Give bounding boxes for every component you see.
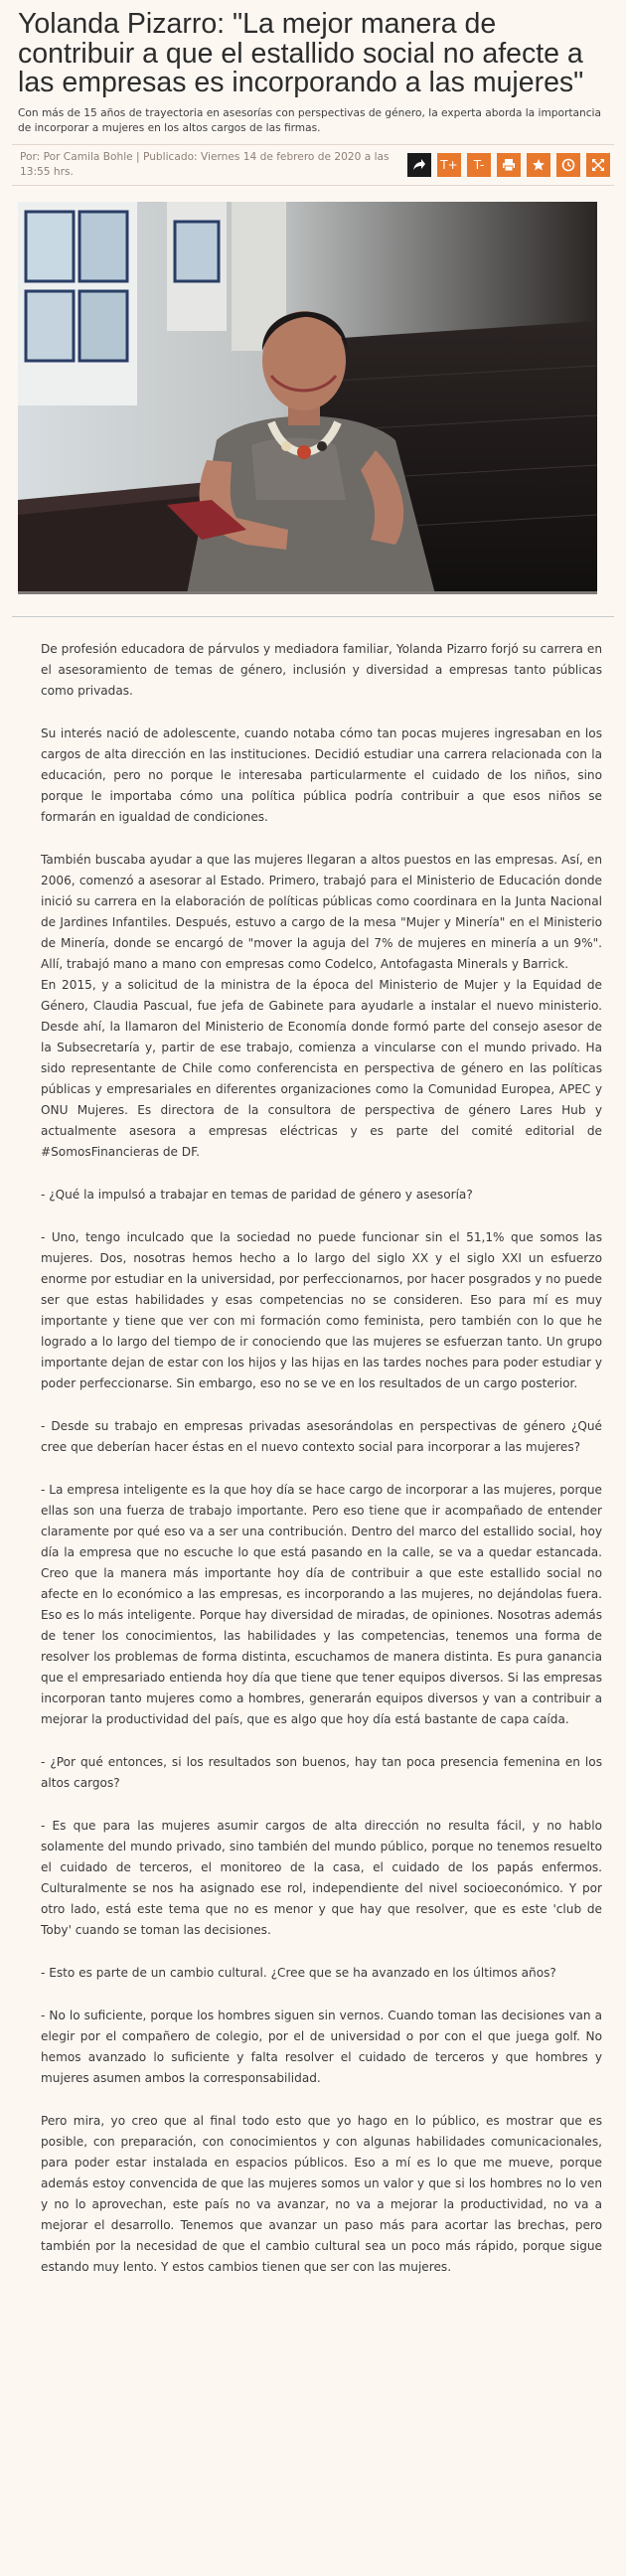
answer: - No lo suficiente, porque los hombres siguen sin vernos. Cuando toman las decisiones van a elegir por el compañero de colegio, por el de universidad o por con el que juega golf. No hemos avanzado lo suficiente y falta resolver el cuidado de terceros y que hombres y mujeres asumen ambos la corresponsabilidad. [41,2008,602,2085]
answer: - La empresa inteligente es la que hoy día se hace cargo de incorporar a las mujeres, porque ellas son una fuerza de trabajo importante. Pero eso tiene que ir acompañado de entender claramente por qué eso va a ser una contribución. Dentro del marco del estallido social, hoy día la empresa que no escuche lo que está pasando en la calle, se va a quedar estancada. Creo que la manera más importante hoy día de contribuir a que este estallido social no afecte en lo económico a las empresas, es incorporando a las mujeres, no dejándolas fuera. Eso es lo más inteligente. Porque hay diversidad de miradas, de opiniones. Nosotras además de tener los conocimientos, las habilidades y las competencias, tenemos una forma de resolver los problemas de forma distinta, escuchamos de manera distinta. Es pura ganancia que el empresariado entienda hoy día que tiene que tener equipos diversos. Si las empresas incorporan tanto mujeres como a hombres, generarán equipos diversos y van a contribuir a mejorar la productividad del país, que es algo que hoy día está bastante de capa caída. [41,1482,602,1726]
share-icon[interactable] [407,153,431,177]
star-icon[interactable] [527,153,550,177]
print-icon[interactable] [497,153,521,177]
article-body [41,617,602,2278]
paragraph: Su interés nació de adolescente, cuando notaba cómo tan pocas mujeres ingresaban en los cargos de alta dirección en las instituciones. Decidió estudiar una carrera relacionada con la educación, pero no porque le interesaba particularmente el cuidado de los niños, sino porque le importaba cómo una política pública podría contribuir a que esos niños se formarán en igualdad de condiciones. [41,725,602,824]
byline: Por: Por Camila Bohle | Publicado: Viernes 14 de febrero de 2020 a las 13:55 hrs. [20,150,390,178]
article-lead: Con más de 15 años de trayectoria en asesorías con perspectivas de género, la experta aborda la importancia de incorporar a mujeres en los altos cargos de las firmas. [18,106,601,134]
font-increase-button[interactable]: T+ [437,153,461,177]
article-title: Yolanda Pizarro: "La mejor manera de contribuir a que el estallido social no afecte a las empresas es incorporando a las mujeres" [18,8,584,98]
byline-bar [12,144,614,186]
article-toolbar [407,153,614,177]
question: - Desde su trabajo en empresas privadas asesorándolas en perspectivas de género ¿Qué cree que deberían hacer éstas en el nuevo contexto social para incorporar a las mujeres? [41,1418,602,1454]
paragraph: También buscaba ayudar a que las mujeres llegaran a altos puestos en las empresas. Así, en 2006, comenzó a asesorar al Estado. Primero, trabajó para el Ministerio de Educación donde inició su carrera en la elaboración de políticas públicas como coordinara en la Junta Nacional de Jardines Infantiles. Después, estuvo a cargo de la mesa "Mujer y Minería" en el Ministerio de Minería, donde se encargó de "mover la aguja del 7% de mujeres en minería a un 9%". Allí, trabajó mano a mano con empresas como Codelco, Antofagasta Minerals y Barrick. [41,852,602,971]
question: - Esto es parte de un cambio cultural. ¿Cree que se ha avanzado en los últimos años? [41,1965,556,1980]
font-decrease-button[interactable]: T- [467,153,491,177]
clock-icon[interactable] [556,153,580,177]
question: - ¿Qué la impulsó a trabajar en temas de paridad de género y asesoría? [41,1187,473,1202]
paragraph: De profesión educadora de párvulos y mediadora familiar, Yolanda Pizarro forjó su carrera en el asesoramiento de temas de género, inclusión y diversidad a empresas tanto públicas como privadas. [41,641,602,698]
answer: - Es que para las mujeres asumir cargos de alta dirección no resulta fácil, y no hablo solamente del mundo privado, sino también del mundo público, porque no tenemos resuelto el cuidado de terceros, el monitoreo de la casa, el cuidado de los papás enfermos. Culturalmente se nos ha asignado ese rol, independiente del nivel socioeconómico. Y por otro lado, está este tema que no es menor y que hay que resolver, que es este 'club de Toby' cuando se toman las decisiones. [41,1818,602,1937]
paragraph: En 2015, y a solicitud de la ministra de la época del Ministerio de Mujer y la Equidad de Género, Claudia Pascual, fue jefa de Gabinete para ayudarle a instalar el nuevo ministerio. Desde ahí, la llamaron del Ministerio de Economía donde formó parte del consejo asesor de la Subsecretaría y, partir de ese trabajo, comienza a vincularse con el mundo privado. Ha sido representante de Chile como conferencista en perspectiva de género en las políticas públicas y empresariales en diferentes organizaciones como la Comunidad Europea, APEC y ONU Mujeres. Es directora de la consultora de perspectiva de género Lares Hub y actualmente asesora a empresas eléctricas y es parte del comité editorial de #SomosFinancieras de DF. [41,977,602,1159]
expand-icon[interactable] [586,153,610,177]
answer: - Uno, tengo inculcado que la sociedad no puede funcionar sin el 51,1% que somos las mujeres. Dos, nosotras hemos hecho a lo largo del siglo XX y el siglo XXI un esfuerzo enorme por estudiar en la universidad, por perfeccionarnos, por hacer posgrados y no puede ser que estas habilidades y esas competencias no se consideren. Eso para mí es muy importante y tiene que ver con mi formación como feminista, pero también con lo que he logrado a lo largo del tiempo de ir conociendo que las mujeres se esfuerzan tanto. Un grupo importante dejan de estar con los hijos y las hijas en las tardes noches para poder estudiar y poder perfeccionarse. Sin embargo, eso no se ve en los resultados de un cargo posterior. [41,1229,602,1390]
question: - ¿Por qué entonces, si los resultados son buenos, hay tan poca presencia femenina en los altos cargos? [41,1754,602,1790]
paragraph: Pero mira, yo creo que al final todo esto que yo hago en lo público, es mostrar que es posible, con preparación, con conocimientos y con algunas habilidades comunicacionales, para poder estar instalada en espacios públicos. Eso a mí es lo que me mueve, porque además estoy convencida de que las mujeres somos un valor y que si los hombres no lo ven y no lo aprovechan, este país no va avanzar, no va a mejorar la productividad, no va a mejorar el desarrollo. Tenemos que avanzar un paso más para acortar las brechas, pero también por la necesidad de que el cambio cultural sea un poco más rápido, porque sigue estando muy lento. Y estos cambios tienen que ser con las mujeres. [41,2113,602,2274]
article-photo [18,202,597,594]
